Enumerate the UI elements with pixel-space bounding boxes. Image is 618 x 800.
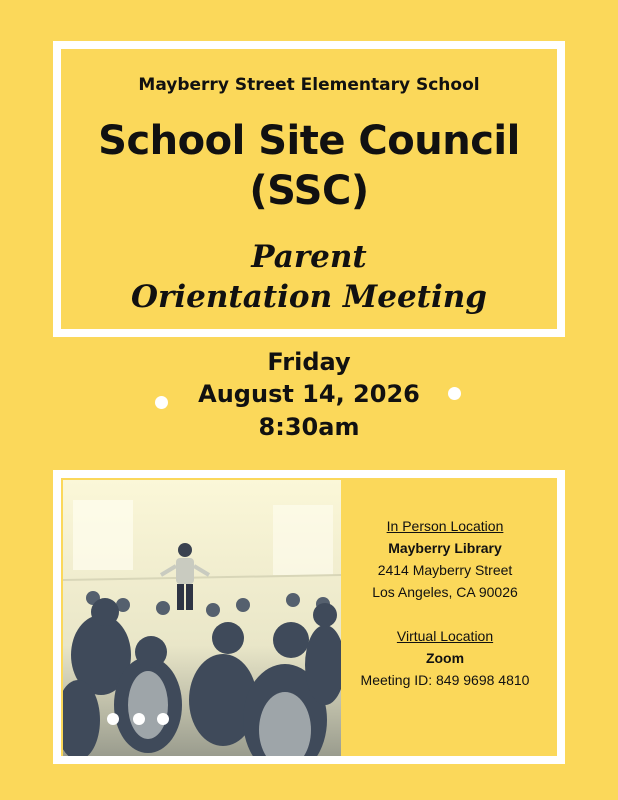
- virtual-heading: Virtual Location: [396, 628, 494, 644]
- event-date: August 14, 2026: [198, 380, 420, 408]
- subtitle-line2: Orientation Meeting: [131, 279, 487, 315]
- in-person-city: Los Angeles, CA 90026: [372, 584, 518, 600]
- page-title-abbreviation: (SSC): [249, 168, 369, 214]
- page-title: School Site Council: [98, 118, 520, 164]
- virtual-meeting-id: Meeting ID: 849 9698 4810: [360, 672, 530, 688]
- event-day: Friday: [267, 348, 351, 376]
- decorative-dot: [155, 396, 168, 409]
- subtitle-line1: Parent: [251, 239, 367, 275]
- in-person-heading: In Person Location: [386, 518, 504, 534]
- spacer: [345, 603, 545, 625]
- virtual-platform: Zoom: [425, 650, 465, 666]
- event-time: 8:30am: [258, 413, 360, 441]
- decorative-dot: [448, 387, 461, 400]
- location-info: [345, 515, 545, 691]
- school-name: Mayberry Street Elementary School: [138, 75, 480, 95]
- in-person-street: 2414 Mayberry Street: [377, 562, 513, 578]
- in-person-venue: Mayberry Library: [388, 540, 502, 556]
- meeting-photo: [63, 480, 341, 756]
